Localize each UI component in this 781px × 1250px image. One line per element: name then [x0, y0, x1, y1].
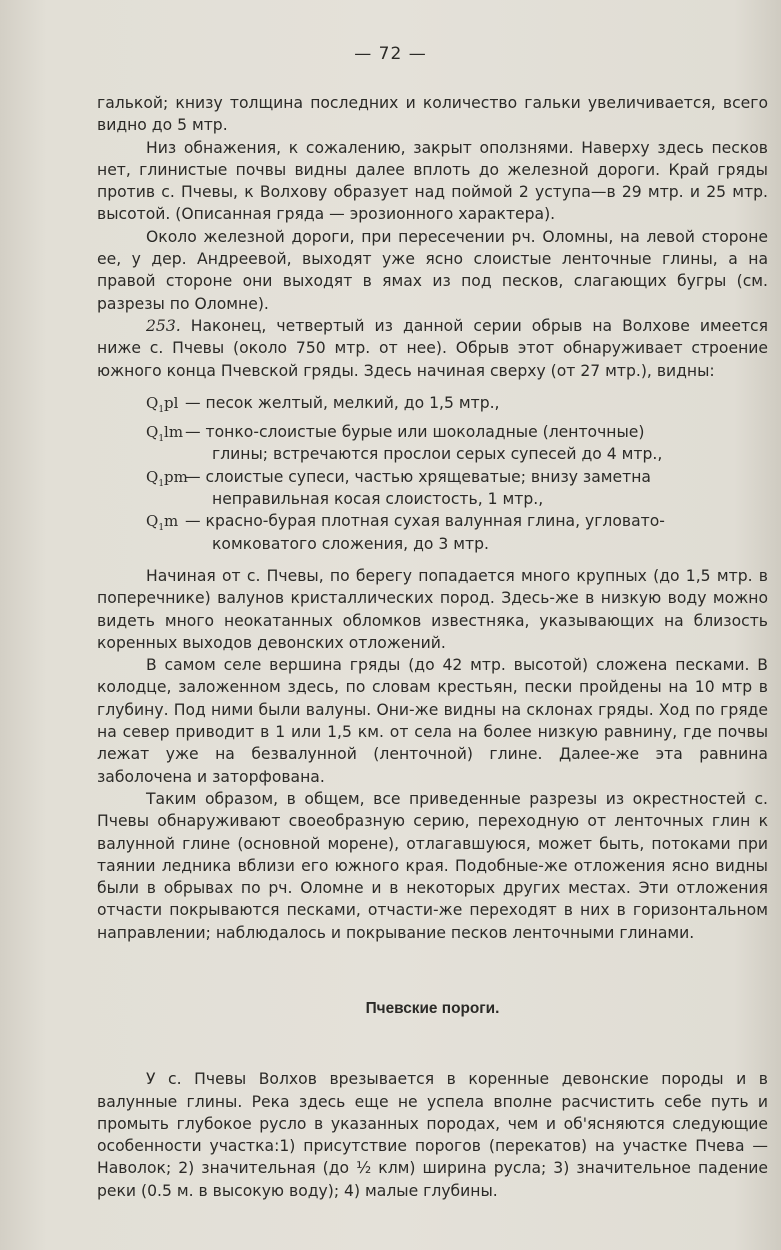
stratum-row	[97, 392, 768, 421]
stratum-code: $Q_1pm$	[146, 467, 188, 489]
stratum-code: $Q_1m$	[146, 512, 179, 534]
section-253-paragraph	[97, 315, 768, 382]
paragraph: Около железной дороги, при пересечении рч. Оломны, на левой стороне ее, у дер. Андреевой, выходят уже ясно слоистые ленточные глины, а на правой стороне они выходят в ямах из под песков, слагающих бугры (см. разрезы по Оломне).	[97, 227, 768, 313]
stratum-code: $Q_1pl$	[146, 393, 179, 415]
section-heading: Пчевские пороги.	[365, 999, 500, 1017]
stratum-code: $Q_1lm$	[146, 423, 184, 445]
paragraph-continued: галькой; книзу толщина последних и количество гальки увеличивается, всего видно до 5 мтр.	[97, 94, 768, 135]
page-body	[97, 92, 768, 1202]
stratum-row	[97, 421, 768, 466]
paragraph: Низ обнажения, к сожалению, закрыт оползнями. Наверху здесь песков нет, глинистые почвы видны далее вплоть до железной дороги. Край гряды против с. Пчевы, к Волхову образует над поймой 2 уступа—в 29 мтр. и 25 мтр. высотой. (Описанная гряда — эрозионного характера).	[97, 138, 768, 224]
stratum-row	[97, 466, 768, 511]
stratum-description: — песок желтый, мелкий, до 1,5 мтр.,	[185, 393, 500, 412]
page-number: — 72 —	[354, 44, 427, 64]
stratum-row	[97, 510, 768, 555]
stratum-description: — слоистые супеси, частью хрящеватые; внизу заметна неправильная косая слоистость, 1 мтр.,	[185, 467, 651, 509]
stratum-description: — тонко-слоистые бурые или шоколадные (ленточные) глины; встречаются прослои серых супесей до 4 мтр.,	[185, 423, 663, 464]
paragraph: Таким образом, в общем, все приведенные разрезы из окрестностей с. Пчевы обнаруживают своеобразную серию, переходную от ленточных глин к валунной глине (основной морене), отлагавшуюся, может быть, потоками при таянии ледника вблизи его южного края. Подобные-же отложения ясно видны были в обрывах по рч. Оломне и в некоторых других местах. Эти отложения отчасти покрываются песками, отчасти-же переходят в них в горизонтальном направлении; наблюдалось и покрывание песков ленточными глинами.	[97, 789, 768, 942]
section-number: 253.	[146, 316, 181, 335]
stratum-description: — красно-бурая плотная сухая валунная глина, угловато- комковатого сложения, до 3 мтр.	[185, 512, 665, 553]
paragraph: Начиная от с. Пчевы, по берегу попадается много крупных (до 1,5 мтр. в поперечнике) валунов кристаллических пород. Здесь-же в низкую воду можно видеть много неокатанных обломков известняка, указывающих на близость коренных выходов девонских отложений.	[97, 566, 768, 652]
section-text: Наконец, четвертый из данной серии обрыв на Волхове имеется ниже с. Пчевы (около 750 мтр. от нее). Обрыв этот обнаруживает строение южного конца Пчевской гряды. Здесь начиная сверху (от 27 мтр.), видны:	[97, 316, 768, 380]
strata-list	[97, 392, 768, 555]
paragraph: В самом селе вершина гряды (до 42 мтр. высотой) сложена песками. В колодце, заложенном здесь, по словам крестьян, пески пройдены на 10 мтр в глубину. Под ними были валуны. Они-же видны на склонах гряды. Ход по гряде на север приводит в 1 или 1,5 км. от села на более низкую равнину, где почвы лежат уже на безвалунной (ленточной) глине. Далее-же эта равнина заболочена и заторфована.	[97, 656, 768, 786]
paragraph: У с. Пчевы Волхов врезывается в коренные девонские породы и в валунные глины. Река здесь еще не успела вполне расчистить себе путь и промыть глубокое русло в указанных породах, чем и об'ясняются следующие особенности участка:1) присутствие порогов (перекатов) на участке Пчева — Наволок; 2) значительная (до ½ клм) ширина русла; 3) значительное падение реки (0.5 м. в высокую воду); 4) малые глубины.	[97, 1070, 768, 1200]
